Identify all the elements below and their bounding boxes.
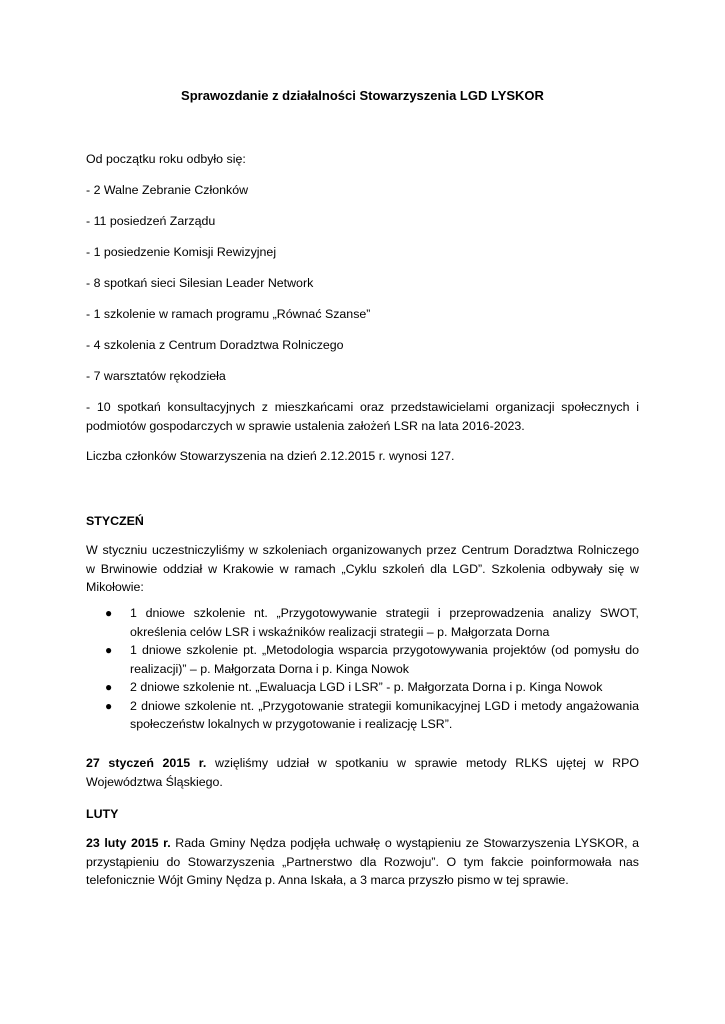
list-item bbox=[86, 697, 639, 734]
members-count-text: Liczba członków Stowarzyszenia na dzień 2.12.2015 r. wynosi 127. bbox=[86, 449, 455, 463]
summary-item: - 7 warsztatów rękodzieła bbox=[86, 369, 226, 383]
bullet-icon: ● bbox=[105, 606, 113, 620]
february-event-paragraph bbox=[86, 834, 639, 890]
bullet-icon: ● bbox=[105, 698, 113, 713]
january-intro-text: W styczniu uczestniczyliśmy w szkoleniach organizowanych przez Centrum Doradztwa Rolniczego w Brwinowie oddział w Krakowie w ramach „Cyklu szkoleń dla LGD”. Szkolenia odbywały się w Mikołowie: bbox=[86, 543, 639, 594]
training-list bbox=[86, 604, 639, 734]
summary-item: - 11 posiedzeń Zarządu bbox=[86, 214, 216, 228]
summary-item: - 2 Walne Zebranie Członków bbox=[86, 183, 249, 197]
summary-item: - 10 spotkań konsultacyjnych z mieszkańcami oraz przedstawicielami organizacji społecznych i podmiotów gospodarczych w sprawie ustalenia założeń LSR na lata 2016-2023. bbox=[86, 400, 639, 433]
section-heading-january: STYCZEŃ bbox=[86, 514, 144, 528]
summary-item: - 8 spotkań sieci Silesian Leader Network bbox=[86, 276, 314, 290]
list-item-text: 1 dniowe szkolenie nt. „Przygotowywanie strategii i przeprowadzenia analizy SWOT, określenia celów LSR i wskaźników realizacji strategii – p. Małgorzata Dorna bbox=[130, 606, 639, 639]
bullet-icon: ● bbox=[105, 680, 113, 694]
event-text: Rada Gminy Nędza podjęła uchwałę o wystąpieniu ze Stowarzyszenia LYSKOR, a przystąpieniu do Stowarzyszenia „Partnerstwo dla Rozwoju”. O tym fakcie poinformowała nas telefonicznie Wójt Gminy Nędza p. Anna Iskała, a 3 marca przyszło pismo w tej sprawie. bbox=[86, 836, 639, 887]
january-event-paragraph bbox=[86, 754, 639, 791]
list-item bbox=[86, 641, 639, 678]
list-item bbox=[86, 678, 639, 697]
summary-item: - 4 szkolenia z Centrum Doradztwa Rolniczego bbox=[86, 338, 344, 352]
list-item-text: 2 dniowe szkolenie nt. „Ewaluacja LGD i LSR” - p. Małgorzata Dorna i p. Kinga Nowok bbox=[130, 680, 603, 694]
list-item-text: 1 dniowe szkolenie pt. „Metodologia wsparcia przygotowywania projektów (od pomysłu do realizacji)” – p. Małgorzata Dorna i p. Kinga Nowok bbox=[130, 643, 639, 676]
page-title: Sprawozdanie z działalności Stowarzyszenia LGD LYSKOR bbox=[181, 88, 544, 103]
event-date: 23 luty 2015 r. bbox=[86, 836, 171, 850]
event-text: wzięliśmy udział w spotkaniu w sprawie metody RLKS ujętej w RPO Województwa Śląskiego. bbox=[86, 756, 639, 789]
section-heading-february: LUTY bbox=[86, 807, 119, 821]
list-item-text: 2 dniowe szkolenie nt. „Przygotowanie strategii komunikacyjnej LGD i metody angażowania społeczeństw lokalnych w przygotowanie i realizację LSR”. bbox=[130, 698, 639, 731]
summary-item: - 1 posiedzenie Komisji Rewizyjnej bbox=[86, 245, 277, 259]
bullet-icon: ● bbox=[105, 643, 113, 657]
intro-text: Od początku roku odbyło się: bbox=[86, 152, 246, 166]
summary-item: - 1 szkolenie w ramach programu „Równać Szanse” bbox=[86, 307, 371, 321]
event-date: 27 styczeń 2015 r. bbox=[86, 756, 207, 770]
list-item bbox=[86, 604, 639, 641]
